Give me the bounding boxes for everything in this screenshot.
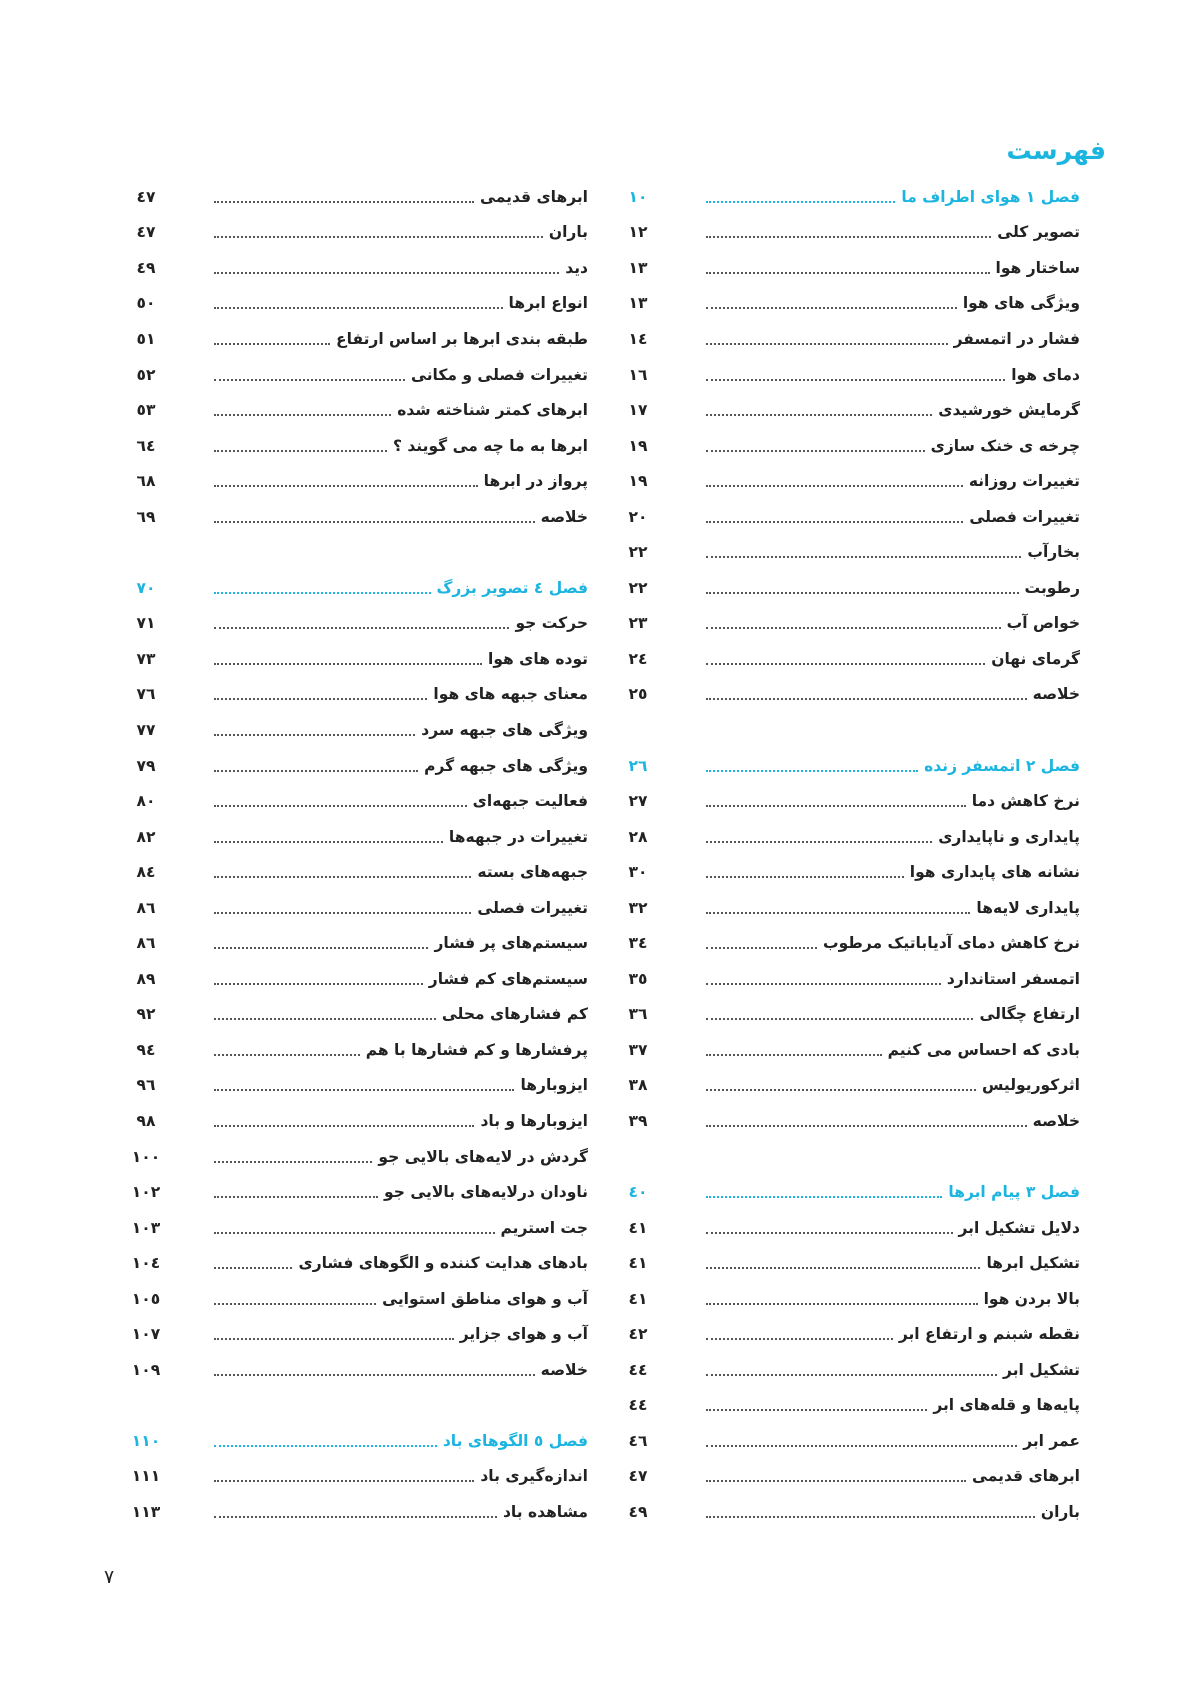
toc-entry bbox=[128, 534, 588, 570]
toc-entry bbox=[620, 1317, 1080, 1353]
toc-entry bbox=[620, 463, 1080, 499]
toc-entry-title: تغییرات فصلی و مکانی bbox=[411, 365, 588, 384]
toc-entry-page: ٤۹ bbox=[136, 258, 156, 277]
dot-leader bbox=[706, 1338, 893, 1340]
toc-entry bbox=[128, 1174, 588, 1210]
dot-leader bbox=[706, 521, 963, 523]
toc-entry-page: ۷۳ bbox=[136, 649, 156, 668]
toc-entry-title: خواص آب bbox=[1006, 614, 1080, 633]
toc-entry-page: ۸٦ bbox=[136, 934, 156, 953]
toc-entry-title: تغییرات فصلی bbox=[969, 507, 1080, 526]
toc-entry bbox=[620, 641, 1080, 677]
toc-entry bbox=[620, 1423, 1080, 1459]
toc-entry-page: ۳۹ bbox=[628, 1111, 648, 1130]
dot-leader bbox=[706, 307, 957, 309]
toc-entry-title: گرمای نهان bbox=[991, 649, 1080, 668]
toc-entry bbox=[620, 1388, 1080, 1424]
dot-leader bbox=[706, 876, 904, 878]
toc-entry-title: ابرهای قدیمی bbox=[480, 187, 588, 206]
toc-entry bbox=[128, 1281, 588, 1317]
toc-entry-page: ٤۹ bbox=[628, 1503, 648, 1521]
dot-leader bbox=[214, 698, 427, 700]
toc-entry-page: ۲٥ bbox=[628, 685, 648, 704]
toc-entry-title: ناودان درلایه‌های بالایی جو bbox=[384, 1183, 588, 1202]
toc-entry-page: ۹٦ bbox=[136, 1076, 156, 1095]
toc-entry bbox=[128, 1352, 588, 1388]
toc-entry-page: ۹۸ bbox=[136, 1111, 156, 1130]
toc-entry-title: ویژگی های هوا bbox=[962, 294, 1080, 313]
toc-entry-page: ۳٦ bbox=[628, 1005, 648, 1024]
dot-leader bbox=[214, 414, 391, 416]
dot-leader bbox=[214, 1516, 497, 1518]
toc-entry-title: تصویر کلی bbox=[997, 223, 1080, 242]
toc-entry-title: عمر ابر bbox=[1023, 1431, 1080, 1450]
dot-leader bbox=[214, 1232, 495, 1234]
toc-entry bbox=[620, 286, 1080, 322]
toc-entry-page: ۱۹ bbox=[628, 436, 648, 455]
toc-entry-title: تغییرات در جبهه‌ها bbox=[448, 827, 588, 846]
toc-entry-page: ۱٤ bbox=[628, 329, 648, 348]
toc-entry-title: بخارآب bbox=[1027, 543, 1080, 562]
toc-entry-title: سیستم‌های کم فشار bbox=[428, 969, 588, 988]
toc-entry-title: دید bbox=[565, 258, 588, 277]
dot-leader bbox=[706, 592, 1019, 594]
dot-leader bbox=[214, 521, 535, 523]
toc-entry bbox=[620, 1103, 1080, 1139]
toc-entry-title: نرخ کاهش دما bbox=[971, 792, 1080, 811]
toc-entry-title: پایداری لایه‌ها bbox=[976, 898, 1080, 917]
dot-leader bbox=[214, 201, 474, 203]
toc-entry-title: فصل ۲ اتمسفر زنده bbox=[924, 756, 1080, 775]
toc-entry-title: باران bbox=[548, 223, 588, 242]
toc-entry-page: ۱۰ bbox=[628, 187, 648, 206]
toc-entry bbox=[620, 499, 1080, 535]
toc-entry-title: اندازه‌گیری باد bbox=[480, 1467, 588, 1486]
toc-entry bbox=[128, 357, 588, 393]
toc-entry-title: فصل ٥ الگوهای باد bbox=[442, 1431, 588, 1450]
toc-entry bbox=[128, 1068, 588, 1104]
dot-leader bbox=[214, 1267, 292, 1269]
dot-leader bbox=[706, 1303, 978, 1305]
dot-leader bbox=[706, 1516, 1035, 1518]
toc-entry-page: ۷۷ bbox=[136, 720, 156, 739]
toc-entry bbox=[128, 677, 588, 713]
dot-leader bbox=[706, 450, 925, 452]
dot-leader bbox=[706, 912, 970, 914]
toc-entry-title: ایزوبارها bbox=[520, 1076, 588, 1095]
toc-entry-page: ۷۱ bbox=[136, 614, 156, 633]
toc-entry-title: چرخه ی خنک سازی bbox=[930, 436, 1080, 455]
toc-entry bbox=[620, 677, 1080, 713]
toc-entry-title: فصل ۱ هوای اطراف ما bbox=[901, 187, 1080, 206]
dot-leader bbox=[214, 947, 428, 949]
toc-entry-title: نقطه شبنم و ارتفاع ابر bbox=[898, 1325, 1080, 1344]
dot-leader bbox=[706, 1089, 976, 1091]
toc-entry-page: ۲۸ bbox=[628, 827, 648, 846]
toc-entry-page: ٤۷ bbox=[628, 1467, 648, 1486]
toc-entry-title: حرکت جو bbox=[515, 614, 588, 633]
toc-entry-title: جبهه‌های بسته bbox=[477, 863, 588, 882]
toc-entry-page: ۳٤ bbox=[628, 934, 648, 953]
toc-entry-page: ۳٥ bbox=[628, 969, 648, 988]
toc-entry-page: ٤۷ bbox=[136, 223, 156, 242]
dot-leader bbox=[214, 272, 559, 274]
toc-entry-title: تشکیل ابرها bbox=[986, 1254, 1080, 1273]
dot-leader bbox=[706, 414, 932, 416]
toc-entry-title: ویژگی های جبهه گرم bbox=[424, 756, 588, 775]
toc-entry bbox=[620, 961, 1080, 997]
toc-entry-page: ٥۱ bbox=[136, 329, 156, 348]
toc-entry bbox=[128, 215, 588, 251]
toc-entry-title: ابرها به ما چه می گویند ؟ bbox=[392, 436, 588, 455]
dot-leader bbox=[214, 805, 467, 807]
toc-entry-page: ۷۹ bbox=[136, 756, 156, 775]
toc-entry-page: ۸۹ bbox=[136, 969, 156, 988]
dot-leader bbox=[214, 1338, 454, 1340]
toc-entry bbox=[620, 890, 1080, 926]
dot-leader bbox=[214, 592, 431, 594]
toc-entry-title: فصل ٤ تصویر بزرگ bbox=[436, 578, 588, 597]
dot-leader bbox=[214, 770, 418, 772]
toc-entry bbox=[128, 499, 588, 535]
toc-entry-title: تغییرات روزانه bbox=[968, 472, 1080, 491]
toc-entry bbox=[128, 463, 588, 499]
toc-chapter-heading bbox=[620, 748, 1080, 784]
dot-leader bbox=[214, 1480, 474, 1482]
dot-leader bbox=[214, 912, 471, 914]
toc-chapter-heading bbox=[620, 1174, 1080, 1210]
toc-entry bbox=[128, 1245, 588, 1281]
dot-leader bbox=[706, 627, 1001, 629]
toc-entry-title: بالا بردن هوا bbox=[983, 1289, 1080, 1308]
toc-entry-title: ارتفاع چگالی bbox=[979, 1005, 1080, 1024]
toc-entry-title: گرمایش خورشیدی bbox=[938, 401, 1080, 420]
dot-leader bbox=[706, 1374, 997, 1376]
toc-entry-page: ۳۸ bbox=[628, 1076, 648, 1095]
toc-entry bbox=[620, 1281, 1080, 1317]
page-title: فهرست bbox=[1006, 136, 1106, 165]
toc-entry bbox=[620, 392, 1080, 428]
toc-entry-title: پرواز در ابرها bbox=[483, 472, 588, 491]
toc-entry-title: تشکیل ابر bbox=[1003, 1360, 1080, 1379]
dot-leader bbox=[706, 343, 948, 345]
toc-entry bbox=[128, 428, 588, 464]
toc-entry bbox=[128, 286, 588, 322]
dot-leader bbox=[214, 841, 443, 843]
dot-leader bbox=[706, 236, 991, 238]
toc-entry-page: ۱۰۳ bbox=[131, 1218, 161, 1237]
toc-entry-page: ۹٤ bbox=[136, 1040, 156, 1059]
toc-entry-page: ٥۲ bbox=[136, 365, 156, 384]
toc-entry bbox=[620, 1245, 1080, 1281]
dot-leader bbox=[214, 1303, 376, 1305]
toc-entry-page: ٤۲ bbox=[628, 1325, 648, 1344]
toc-entry-title: توده های هوا bbox=[488, 649, 588, 668]
dot-leader bbox=[214, 734, 415, 736]
toc-entry bbox=[128, 1388, 588, 1424]
toc-entry-title: ابرهای کمتر شناخته شده bbox=[397, 401, 588, 420]
toc-entry-title: معنای جبهه های هوا bbox=[433, 685, 588, 704]
toc-entry-page: ۳۲ bbox=[628, 898, 648, 917]
toc-entry-title: ایزوبارها و باد bbox=[480, 1111, 588, 1130]
toc-entry-title: تغییرات فصلی bbox=[477, 898, 588, 917]
toc-entry-title: خلاصه bbox=[1032, 1111, 1080, 1130]
toc-entry bbox=[128, 1210, 588, 1246]
toc-entry-title: خلاصه bbox=[1032, 685, 1080, 704]
toc-entry-title: آب و هوای جزایر bbox=[459, 1325, 588, 1344]
dot-leader bbox=[706, 805, 966, 807]
dot-leader bbox=[214, 1018, 436, 1020]
toc-entry-title: پایه‌ها و قله‌های ابر bbox=[933, 1396, 1080, 1415]
dot-leader bbox=[214, 1054, 360, 1056]
toc-entry-page: ٤۰ bbox=[628, 1183, 648, 1202]
dot-leader bbox=[706, 947, 817, 949]
dot-leader bbox=[214, 1445, 437, 1447]
toc-entry-page: ۲٦ bbox=[628, 756, 648, 775]
toc-entry bbox=[128, 392, 588, 428]
toc-entry-page: ۲۲ bbox=[628, 578, 648, 597]
toc-entry bbox=[128, 1317, 588, 1353]
toc-entry-page: ٤٦ bbox=[628, 1431, 648, 1450]
toc-entry bbox=[620, 534, 1080, 570]
toc-entry-page: ۲۰ bbox=[628, 507, 648, 526]
toc-entry-page: ۹۲ bbox=[136, 1005, 156, 1024]
toc-entry-page: ۱۰۰ bbox=[131, 1147, 161, 1166]
toc-entry bbox=[620, 428, 1080, 464]
toc-entry-page: ۱۳ bbox=[628, 294, 648, 313]
toc-entry-page: ٦۸ bbox=[136, 472, 156, 491]
toc-entry-title: دمای هوا bbox=[1011, 365, 1080, 384]
toc-entry-title: نرخ کاهش دمای آدیاباتیک مرطوب bbox=[823, 934, 1080, 953]
toc-entry-title: بادی که احساس می کنیم bbox=[887, 1040, 1080, 1059]
dot-leader bbox=[706, 983, 941, 985]
toc-chapter-heading bbox=[128, 1423, 588, 1459]
toc-entry bbox=[128, 606, 588, 642]
toc-entry-title: نشانه های پایداری هوا bbox=[909, 863, 1080, 882]
toc-entry-title: مشاهده باد bbox=[502, 1503, 588, 1521]
toc-entry-page: ۱٦ bbox=[628, 365, 648, 384]
toc-entry-page: ۸۰ bbox=[136, 792, 156, 811]
dot-leader bbox=[214, 1374, 535, 1376]
toc-entry bbox=[620, 712, 1080, 748]
toc-entry bbox=[620, 1210, 1080, 1246]
toc-entry-page: ٤۱ bbox=[628, 1218, 648, 1237]
dot-leader bbox=[214, 663, 482, 665]
toc-entry bbox=[620, 357, 1080, 393]
toc-entry bbox=[128, 854, 588, 890]
toc-entry bbox=[620, 570, 1080, 606]
dot-leader bbox=[214, 236, 543, 238]
toc-entry-title: ویژگی های جبهه سرد bbox=[421, 720, 588, 739]
toc-entry-title: جت استریم bbox=[500, 1218, 588, 1237]
dot-leader bbox=[706, 1018, 973, 1020]
toc-entry bbox=[620, 925, 1080, 961]
dot-leader bbox=[706, 201, 895, 203]
toc-entry-page: ۱۰۷ bbox=[131, 1325, 161, 1344]
toc-entry bbox=[128, 1494, 588, 1530]
toc-entry bbox=[620, 1352, 1080, 1388]
dot-leader bbox=[706, 770, 918, 772]
toc-entry bbox=[620, 1459, 1080, 1495]
dot-leader bbox=[706, 1232, 953, 1234]
toc-entry-title: بادهای هدایت کننده و الگوهای فشاری bbox=[298, 1254, 588, 1273]
toc-entry bbox=[128, 819, 588, 855]
toc-entry bbox=[620, 819, 1080, 855]
dot-leader bbox=[214, 1125, 474, 1127]
toc-entry-title: فصل ۳ پیام ابرها bbox=[948, 1183, 1080, 1202]
dot-leader bbox=[706, 1125, 1027, 1127]
toc-entry-title: ابرهای قدیمی bbox=[972, 1467, 1080, 1486]
dot-leader bbox=[214, 485, 478, 487]
toc-entry-page: ٤۷ bbox=[136, 187, 156, 206]
toc-right-column bbox=[620, 179, 1080, 1530]
dot-leader bbox=[706, 663, 985, 665]
toc-entry-page: ٤٤ bbox=[628, 1360, 648, 1379]
toc-entry-title: سیستم‌های پر فشار bbox=[434, 934, 588, 953]
toc-entry-title: خلاصه bbox=[540, 1360, 588, 1379]
dot-leader bbox=[706, 1267, 980, 1269]
dot-leader bbox=[706, 841, 932, 843]
toc-entry-page: ۸٦ bbox=[136, 898, 156, 917]
toc-entry bbox=[128, 961, 588, 997]
dot-leader bbox=[706, 1054, 882, 1056]
toc-entry bbox=[128, 179, 588, 215]
toc-entry-page: ۱۰۹ bbox=[131, 1360, 161, 1379]
toc-entry-title: طبقه بندی ابرها بر اساس ارتفاع bbox=[336, 329, 588, 348]
toc-entry-title: باران bbox=[1040, 1503, 1080, 1521]
toc-entry-page: ۱۷ bbox=[628, 401, 648, 420]
toc-entry bbox=[128, 1103, 588, 1139]
toc-entry-page: ٦۹ bbox=[136, 507, 156, 526]
toc-entry-page: ۲۳ bbox=[628, 614, 648, 633]
toc-entry-title: اتمسفر استاندارد bbox=[946, 969, 1080, 988]
toc-entry bbox=[620, 321, 1080, 357]
toc-entry-page: ۷٦ bbox=[136, 685, 156, 704]
toc-entry-page: ۱۰٤ bbox=[131, 1254, 161, 1273]
toc-left-column bbox=[128, 179, 588, 1530]
toc-entry-page: ۱۱۰ bbox=[131, 1431, 161, 1450]
toc-entry-title: فشار در اتمسفر bbox=[953, 329, 1080, 348]
toc-entry-page: ۱۰۲ bbox=[131, 1183, 161, 1202]
toc-entry-page: ۱۹ bbox=[628, 472, 648, 491]
toc-entry bbox=[620, 215, 1080, 251]
toc-entry-page: ٤٤ bbox=[628, 1396, 648, 1415]
toc-entry-title: انواع ابرها bbox=[508, 294, 588, 313]
toc-entry bbox=[128, 712, 588, 748]
toc-entry-page: ۱۱۱ bbox=[131, 1467, 161, 1486]
toc-entry-page: ۲۷ bbox=[628, 792, 648, 811]
toc-entry-title: کم فشارهای محلی bbox=[441, 1005, 588, 1024]
dot-leader bbox=[214, 1089, 514, 1091]
toc-entry bbox=[128, 250, 588, 286]
dot-leader bbox=[706, 556, 1021, 558]
toc-entry bbox=[620, 854, 1080, 890]
toc-entry-title: پایداری و ناپایداری bbox=[938, 827, 1080, 846]
toc-entry-title: آب و هوای مناطق استوایی bbox=[382, 1289, 588, 1308]
dot-leader bbox=[706, 379, 1005, 381]
toc-entry-page: ۲٤ bbox=[628, 649, 648, 668]
toc-entry bbox=[620, 1032, 1080, 1068]
dot-leader bbox=[214, 1161, 372, 1163]
toc-entry bbox=[620, 250, 1080, 286]
toc-entry-page: ۳۰ bbox=[628, 863, 648, 882]
toc-entry-page: ۷۰ bbox=[136, 578, 156, 597]
toc-entry bbox=[620, 1139, 1080, 1175]
dot-leader bbox=[214, 983, 423, 985]
dot-leader bbox=[214, 627, 509, 629]
dot-leader bbox=[214, 1196, 378, 1198]
dot-leader bbox=[706, 698, 1027, 700]
toc-entry-page: ۳۷ bbox=[628, 1040, 648, 1059]
toc-entry bbox=[620, 606, 1080, 642]
dot-leader bbox=[706, 1409, 927, 1411]
toc-entry-page: ۸٤ bbox=[136, 863, 156, 882]
dot-leader bbox=[214, 379, 405, 381]
toc-chapter-heading bbox=[128, 570, 588, 606]
toc-entry bbox=[128, 890, 588, 926]
toc-entry-title: اثرکوریولیس bbox=[981, 1076, 1080, 1095]
toc-entry bbox=[620, 997, 1080, 1033]
toc-entry bbox=[128, 748, 588, 784]
toc-entry-page: ٤۱ bbox=[628, 1289, 648, 1308]
toc-entry-page: ۱۰٥ bbox=[131, 1289, 161, 1308]
dot-leader bbox=[214, 307, 503, 309]
toc-entry-page: ٥۳ bbox=[136, 401, 156, 420]
toc-entry-page: ۲۲ bbox=[628, 543, 648, 562]
toc-entry bbox=[620, 783, 1080, 819]
toc-entry-title: گردش در لایه‌های بالایی جو bbox=[378, 1147, 588, 1166]
toc-entry-title: پرفشارها و کم فشارها با هم bbox=[365, 1040, 588, 1059]
dot-leader bbox=[706, 1196, 942, 1198]
toc-entry-title: خلاصه bbox=[540, 507, 588, 526]
dot-leader bbox=[214, 876, 471, 878]
toc-entry-page: ٦٤ bbox=[136, 436, 156, 455]
dot-leader bbox=[214, 450, 387, 452]
toc-entry bbox=[620, 1068, 1080, 1104]
toc-chapter-heading bbox=[620, 179, 1080, 215]
toc-entry bbox=[128, 925, 588, 961]
toc-entry bbox=[128, 641, 588, 677]
toc-entry bbox=[128, 1139, 588, 1175]
dot-leader bbox=[706, 1445, 1017, 1447]
toc-entry bbox=[620, 1494, 1080, 1530]
toc-entry-title: دلایل تشکیل ابر bbox=[958, 1218, 1080, 1237]
toc-entry-title: فعالیت جبهه‌ای bbox=[472, 792, 588, 811]
toc-entry-page: ۱۱۳ bbox=[131, 1503, 161, 1521]
toc-entry-page: ٥۰ bbox=[136, 294, 156, 313]
toc-entry-page: ٤۱ bbox=[628, 1254, 648, 1273]
toc-entry bbox=[128, 783, 588, 819]
toc-entry bbox=[128, 321, 588, 357]
toc-entry-title: رطوبت bbox=[1024, 578, 1080, 597]
toc-entry-page: ۱۳ bbox=[628, 258, 648, 277]
toc-entry-page: ۱۲ bbox=[628, 223, 648, 242]
dot-leader bbox=[214, 343, 330, 345]
toc-entry bbox=[128, 1032, 588, 1068]
toc-entry bbox=[128, 1459, 588, 1495]
dot-leader bbox=[706, 485, 963, 487]
toc-entry bbox=[128, 997, 588, 1033]
dot-leader bbox=[706, 272, 990, 274]
dot-leader bbox=[706, 1480, 966, 1482]
toc-entry-page: ۸۲ bbox=[136, 827, 156, 846]
page-number: ۷ bbox=[104, 1566, 115, 1588]
toc-entry-title: ساختار هوا bbox=[995, 258, 1080, 277]
